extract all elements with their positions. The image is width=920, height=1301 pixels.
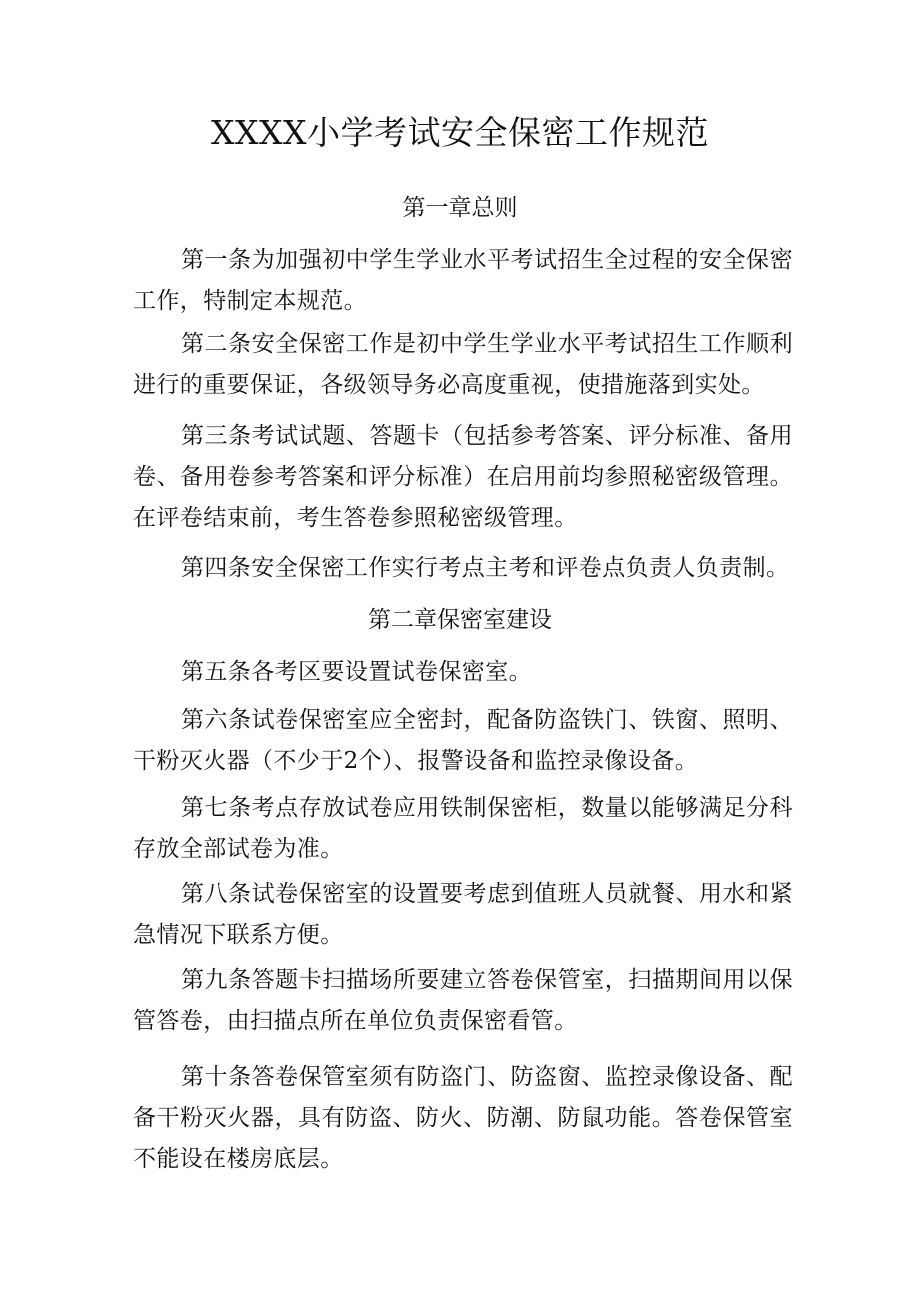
article-9: 第九条答题卡扫描场所要建立答卷保管室，扫描期间用以保管答卷，由扫描点所在单位负责保密看管。	[133, 967, 793, 1034]
article-4: 第四条安全保密工作实行考点主考和评卷点负责人负责制。	[181, 555, 790, 581]
article-3: 第三条考试试题、答题卡（包括参考答案、评分标准、备用卷、备用卷参考答案和评分标准）在启用前均参照秘密级管理。在评卷结束前，考生答卷参照秘密级管理。	[133, 423, 793, 531]
article-5: 第五条各考区要设置试卷保密室。	[181, 659, 532, 685]
chapter-heading-2: 第二章保密室建设	[368, 607, 552, 633]
document-title: XXXX小学考试安全保密工作规范	[211, 113, 709, 152]
article-6: 第六条试卷保密室应全密封，配备防盗铁门、铁窗、照明、干粉灭火器（不少于2个）、报警设备和监控录像设备。	[133, 707, 793, 774]
article-1: 第一条为加强初中学生学业水平考试招生全过程的安全保密工作，特制定本规范。	[133, 247, 793, 314]
article-10: 第十条答卷保管室须有防盗门、防盗窗、监控录像设备、配备干粉灭火器，具有防盗、防火、防潮、防鼠功能。答卷保管室不能设在楼房底层。	[133, 1064, 793, 1172]
article-2: 第二条安全保密工作是初中学生学业水平考试招生工作顺利进行的重要保证，各级领导务必高度重视，使措施落到实处。	[133, 331, 793, 398]
article-8: 第八条试卷保密室的设置要考虑到值班人员就餐、用水和紧急情况下联系方便。	[133, 881, 793, 948]
article-7: 第七条考点存放试卷应用铁制保密柜，数量以能够满足分科存放全部试卷为准。	[133, 795, 793, 862]
chapter-heading-1: 第一章总则	[402, 195, 518, 221]
